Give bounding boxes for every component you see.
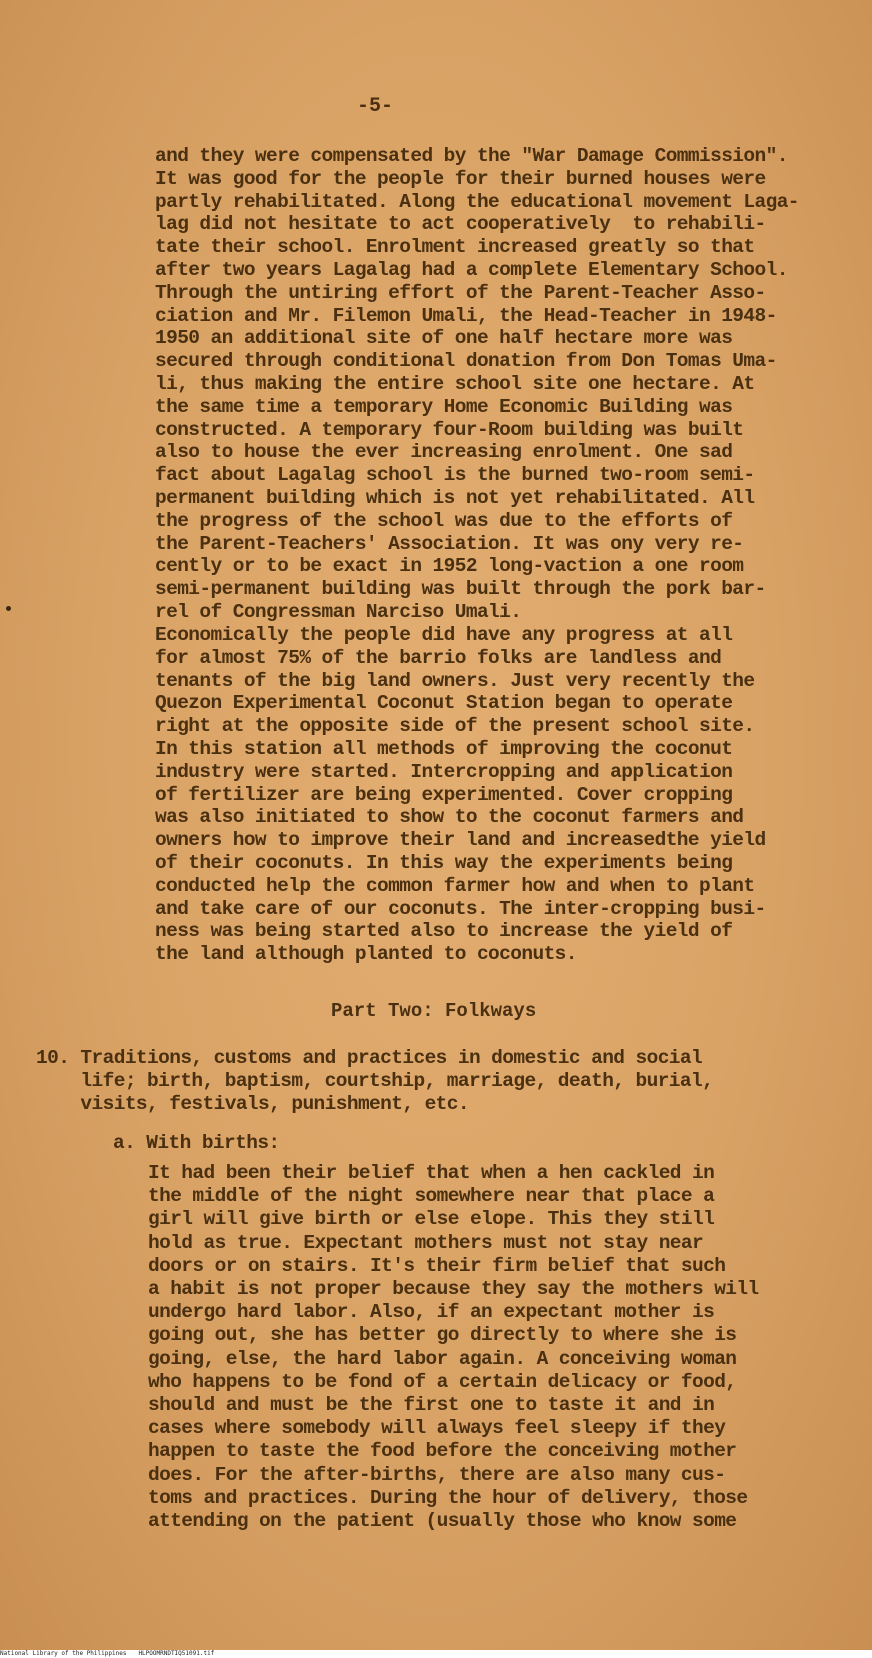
text-line: cases where somebody will always feel sleepy if they [148,1417,726,1440]
text-line: girl will give birth or else elope. This they still [148,1208,715,1231]
text-line: owners how to improve their land and increasedthe yield [155,829,766,852]
text-line: lag did not hesitate to act cooperatively to rehabili- [155,213,766,236]
text-line: right at the opposite side of the present school site. [155,715,755,738]
text-line: It had been their belief that when a hen cackled in [148,1162,715,1184]
text-line: the same time a temporary Home Economic Building was [155,395,733,418]
text-line: secured through conditional donation from Don Tomas Uma- [155,350,777,373]
footer-file-id: HLPOOMRNDTIQ51091.tif [138,1650,215,1657]
text-line: for almost 75% of the barrio folks are landless and [155,646,722,669]
footer-library: National Library of the Philippines [0,1650,127,1657]
text-line: rel of Congressman Narciso Umali. [155,601,522,623]
text-line: hold as true. Expectant mothers must not stay near [148,1231,704,1254]
text-line: partly rehabilitated. Along the educational movement Laga- [155,190,799,213]
text-line: of their coconuts. In this way the experiments being [155,852,733,874]
text-line: the Parent-Teachers' Association. It was ony very re- [155,532,744,555]
text-line: cently or to be exact in 1952 long-vaction a one room [155,555,744,578]
text-line: was also initiated to show to the coconut farmers and [155,806,744,829]
text-line: industry were started. Intercropping and application [155,760,733,783]
paper-blemish [6,606,11,611]
text-line: undergo hard labor. Also, if an expectant mother is [148,1301,715,1324]
text-line: the middle of the night somewhere near that place a [148,1185,715,1208]
text-line: doors or on stairs. It's their firm belief that such [148,1254,726,1277]
text-line: conducted help the common farmer how and when to plant [155,874,755,897]
text-line: life; birth, baptism, courtship, marriage, death, burial, [36,1070,714,1092]
text-line: semi-permanent building was built through the pork bar- [155,578,766,601]
text-line: Quezon Experimental Coconut Station began to operate [155,692,733,715]
text-line: fact about Lagalag school is the burned two-room semi- [155,464,755,487]
text-line: 1950 an additional site of one half hectare more was [155,327,733,350]
text-line: tate their school. Enrolment increased greatly so that [155,236,755,259]
text-line: after two years Lagalag had a complete Elementary School. [155,259,788,281]
text-line: attending on the patient (usually those who know some [148,1510,737,1532]
text-line: also to house the ever increasing enrolment. One sad [155,441,733,464]
text-line: constructed. A temporary four-Room building was built [155,418,744,441]
text-line: In this station all methods of improving the coconut [155,738,733,760]
text-line: toms and practices. During the hour of delivery, those [148,1486,748,1509]
part-two-heading: Part Two: Folkways [331,1000,537,1022]
text-line: permanent building which is not yet rehabilitated. All [155,487,755,509]
text-line: It was good for the people for their burned houses were [155,167,766,190]
text-line: li, thus making the entire school site one hectare. At [155,373,755,395]
text-line: Economically the people did have any progress at all [155,624,733,646]
text-line: 10. Traditions, customs and practices in domestic and social [36,1047,703,1069]
scan-footer [0,1650,872,1658]
text-line: does. For the after-births, there are also many cus- [148,1463,726,1486]
text-line: a habit is not proper because they say the mothers will [148,1278,759,1300]
subheading-births-label: a. With births: [113,1132,280,1154]
text-line: of fertilizer are being experimented. Cover cropping [155,783,733,806]
text-line: ness was being started also to increase the yield of [155,920,733,943]
text-line: ciation and Mr. Filemon Umali, the Head-Teacher in 1948- [155,304,777,327]
text-line: going out, she has better go directly to where she is [148,1324,737,1347]
text-line: the land although planted to coconuts. [155,943,577,966]
text-line: happen to taste the food before the conceiving mother [148,1440,737,1463]
text-line: who happens to be fond of a certain delicacy or food, [148,1370,737,1393]
text-line: tenants of the big land owners. Just very recently the [155,669,755,692]
text-line: and they were compensated by the "War Damage Commission". [155,145,788,167]
text-line: visits, festivals, punishment, etc. [36,1093,469,1115]
text-line: should and must be the first one to taste it and in [148,1394,715,1416]
text-line: Through the untiring effort of the Parent-Teacher Asso- [155,281,766,304]
page-number: -5- [357,95,394,118]
text-line: going, else, the hard labor again. A conceiving woman [148,1347,737,1370]
text-line: the progress of the school was due to the efforts of [155,509,733,532]
text-line: and take care of our coconuts. The inter-cropping busi- [155,897,766,920]
